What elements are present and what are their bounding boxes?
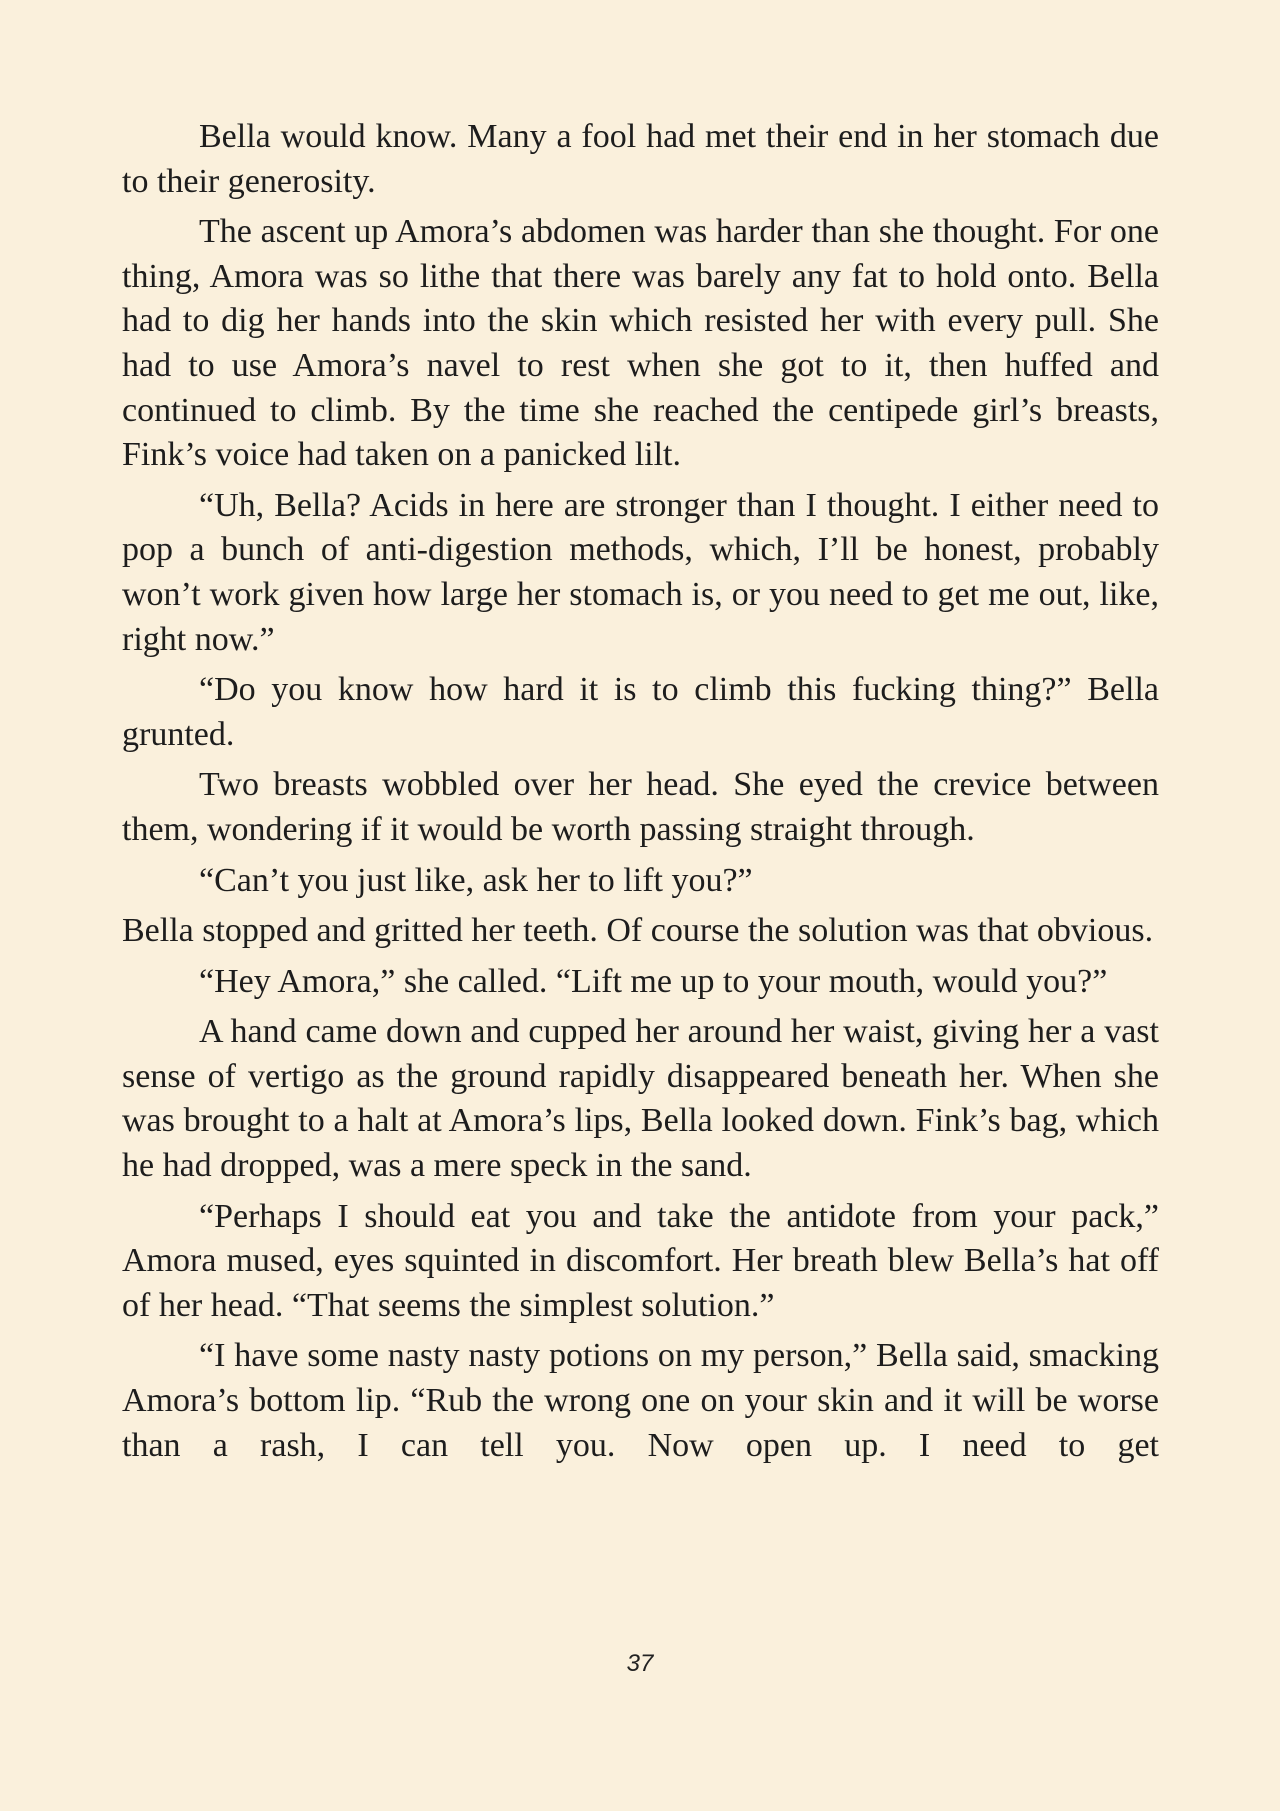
paragraph: Bella stopped and gritted her teeth. Of course the solution was that obvious. bbox=[122, 912, 1154, 950]
paragraph: “Hey Amora,” she called. “Lift me up to your mouth, would you?” bbox=[199, 962, 1108, 1000]
paragraph: “Uh, Bella? Acids in here are stronger than I thought. I either need to pop a bunch of anti-digestion methods, which, I’ll be honest, probably won’t work given how large her stomach is, or you need to get me out, like, right now.” bbox=[122, 486, 1159, 658]
paragraph: The ascent up Amora’s abdomen was harder than she thought. For one thing, Amora was so lithe that there was barely any fat to hold onto. Bella had to dig her hands into the skin which resisted her with every pull. She had to use Amora’s navel to rest when she got to it, then huffed and continued to climb. By the time she reached the centipede girl’s breasts, Fink’s voice had taken on a panicked lilt. bbox=[122, 213, 1159, 474]
paragraph: “Can’t you just like, ask her to lift you?” bbox=[199, 861, 753, 899]
paragraph: Bella would know. Many a fool had met their end in her stomach due to their generosity. bbox=[122, 118, 1159, 200]
paragraph: A hand came down and cupped her around her waist, giving her a vast sense of vertigo as the ground rapidly disappeared beneath her. When she was brought to a halt at Amora’s lips, Bella looked down. Fink’s bag, which he had dropped, was a mere speck in the sand. bbox=[122, 1013, 1159, 1185]
body-text bbox=[122, 115, 1159, 1474]
paragraph: Two breasts wobbled over her head. She eyed the crevice between them, wondering if it would be worth passing straight through. bbox=[122, 766, 1159, 848]
page-number: 37 bbox=[626, 1650, 654, 1677]
paragraph: “Perhaps I should eat you and take the antidote from your pack,” Amora mused, eyes squinted in discomfort. Her breath blew Bella’s hat off of her head. “That seems the simplest solution.” bbox=[122, 1197, 1159, 1324]
paragraph-continued: “I have some nasty nasty potions on my person,” Bella said, smacking Amora’s bottom lip. “Rub the wrong one on your skin and it will be worse than a rash, I can tell you. Now open up. I need to get bbox=[122, 1337, 1159, 1464]
paragraph: “Do you know how hard it is to climb this fucking thing?” Bella grunted. bbox=[122, 671, 1159, 753]
